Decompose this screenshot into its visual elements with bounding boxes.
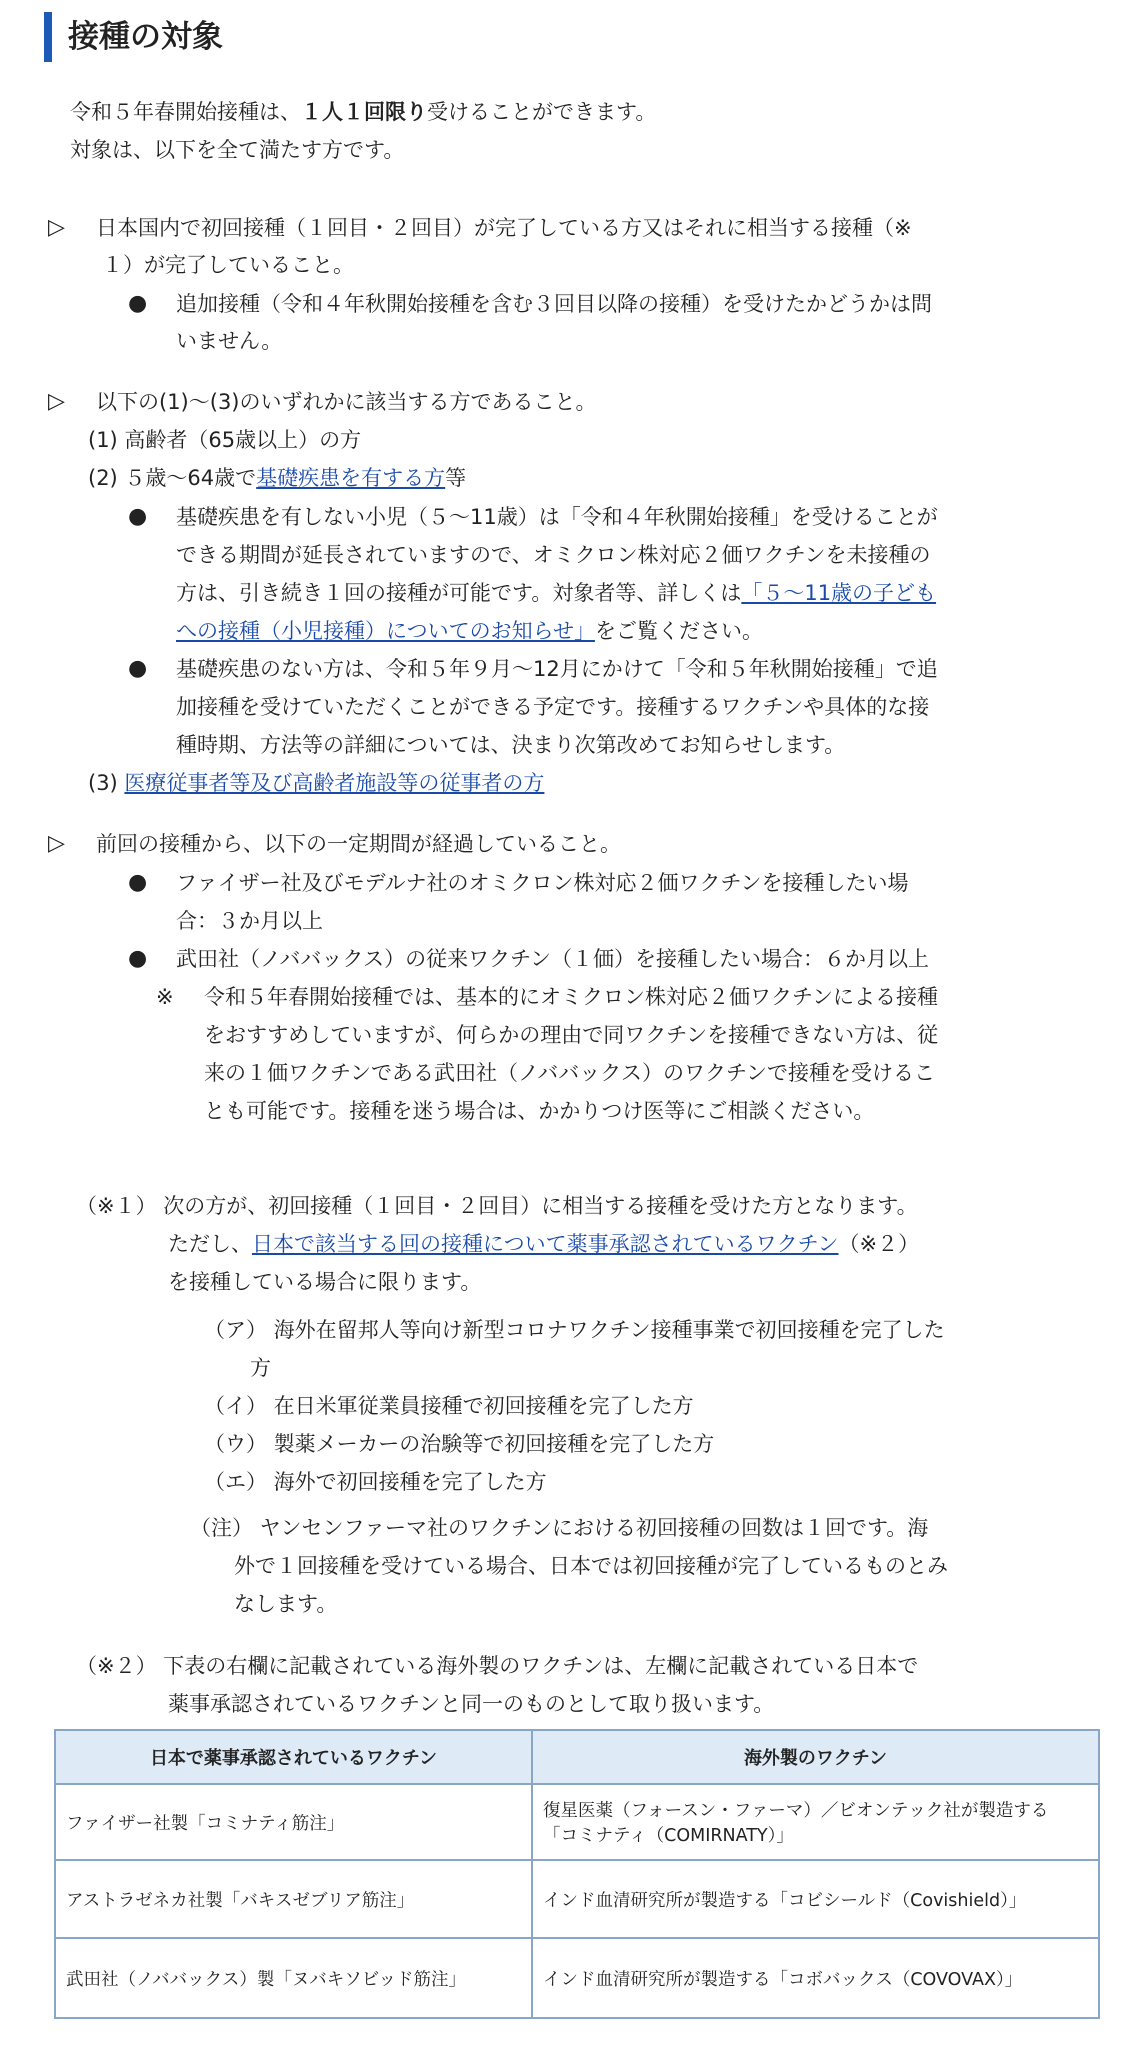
section3-b2-line-1: 武田社（ノババックス）の従来ワクチン（１価）を接種したい場合：６か月以上 xyxy=(176,947,930,971)
section2-b2-line-2: 加接種を受けていただくことができる予定です。接種するワクチンや具体的な接 xyxy=(176,695,930,719)
table-cell-japan: アストラゼネカ社製「バキスゼブリア筋注」 xyxy=(55,1860,532,1938)
section2-item-1: (1) 高齢者（65歳以上）の方 xyxy=(88,428,362,452)
section2-line-1: 以下の(1)～(3)のいずれかに該当する方であること。 xyxy=(96,390,597,414)
b1-text: をご覧ください。 xyxy=(594,619,763,643)
item3-text: (3) xyxy=(88,771,125,795)
section2-item-2 xyxy=(88,462,466,494)
overseas-line: 復星医薬（フォースン・ファーマ）／ビオンテック社が製造する xyxy=(543,1801,1049,1821)
note1-item-a-line-1: （ア） 海外在留邦人等向け新型コロナワクチン接種事業で初回接種を完了した xyxy=(204,1318,945,1342)
note1-chu-line-2: 外で１回接種を受けている場合、日本では初回接種が完了しているものとみ xyxy=(234,1554,948,1578)
section3-note-line-1: 令和５年春開始接種では、基本的にオミクロン株対応２価ワクチンによる接種 xyxy=(204,985,938,1009)
item2-text: 等 xyxy=(445,466,467,490)
page-title: 接種の対象 xyxy=(44,12,223,62)
child-vaccination-link[interactable]: への接種（小児接種）についてのお知らせ」 xyxy=(176,619,595,643)
note1-chu-line-1: （注） ヤンセンファーマ社のワクチンにおける初回接種の回数は１回です。海 xyxy=(190,1516,929,1540)
intro-text: 令和５年春開始接種は、 xyxy=(70,100,301,124)
note1-item-i: （イ） 在日米軍従業員接種で初回接種を完了した方 xyxy=(204,1394,694,1418)
section1-line-2: １）が完了していること。 xyxy=(102,253,354,277)
section2-b1-line-1: 基礎疾患を有しない小児（５～11歳）は「令和４年秋開始接種」を受けることが xyxy=(176,505,938,529)
table-cell-overseas xyxy=(532,1784,1099,1860)
underlying-disease-link[interactable]: 基礎疾患を有する方 xyxy=(256,466,446,490)
child-vaccination-link[interactable]: 「５～11歳の子ども xyxy=(741,581,937,605)
section3-b1-line-1: ファイザー社及びモデルナ社のオミクロン株対応２価ワクチンを接種したい場 xyxy=(176,871,909,895)
bullet-dot-icon: ● xyxy=(128,291,148,316)
table-row xyxy=(55,1860,1099,1938)
section2-b1-line-2: できる期間が延長されていますので、オミクロン株対応２価ワクチンを未接種の xyxy=(176,543,931,567)
note1-text: ただし、 xyxy=(168,1232,252,1256)
table-row xyxy=(55,1784,1099,1860)
section1-sub-line-2: いません。 xyxy=(176,329,283,353)
section2-b1-line-3 xyxy=(176,577,936,609)
table-cell-japan: 武田社（ノババックス）製「ヌバキソビッド筋注」 xyxy=(55,1938,532,2018)
section2-b2-line-3: 種時期、方法等の詳細については、決まり次第改めてお知らせします。 xyxy=(176,733,846,757)
bullet-dot-icon: ● xyxy=(128,656,148,681)
table-header-row xyxy=(55,1730,1099,1784)
note1-item-e: （エ） 海外で初回接種を完了した方 xyxy=(204,1470,547,1494)
note1-item-a-line-2: 方 xyxy=(250,1356,271,1380)
section3-note-line-3: 来の１価ワクチンである武田社（ノババックス）のワクチンで接種を受けるこ xyxy=(204,1061,936,1085)
section1-sub-line-1: 追加接種（令和４年秋開始接種を含む３回目以降の接種）を受けたかどうかは問 xyxy=(176,292,932,316)
bullet-dot-icon: ● xyxy=(128,504,148,529)
section2-b2-line-1: 基礎疾患のない方は、令和５年９月～12月にかけて「令和５年秋開始接種」で追 xyxy=(176,657,938,681)
section2-item-3 xyxy=(88,767,544,799)
table-cell-overseas: インド血清研究所が製造する「コビシールド（Covishield）」 xyxy=(532,1860,1099,1938)
table-row xyxy=(55,1938,1099,2018)
table-header-overseas: 海外製のワクチン xyxy=(532,1730,1099,1784)
section3-line-1: 前回の接種から、以下の一定期間が経過していること。 xyxy=(96,832,621,856)
note2-line-1: （※２） 下表の右欄に記載されている海外製のワクチンは、左欄に記載されている日本で xyxy=(76,1654,919,1678)
table-header-japan: 日本で薬事承認されているワクチン xyxy=(55,1730,532,1784)
triangle-bullet-icon: ▷ xyxy=(48,831,65,856)
intro-emphasis: １人１回限り xyxy=(301,100,427,124)
note1-text: （※２） xyxy=(838,1232,920,1256)
table-cell-japan: ファイザー社製「コミナティ筋注」 xyxy=(55,1784,532,1860)
note1-line-1: （※１） 次の方が、初回接種（１回目・２回目）に相当する接種を受けた方となります。 xyxy=(76,1194,918,1218)
section3-b1-line-2: 合：３か月以上 xyxy=(176,909,323,933)
intro-text: 受けることができます。 xyxy=(427,100,657,124)
section2-b1-line-4 xyxy=(176,615,763,647)
item2-text: (2) ５歳～64歳で xyxy=(88,466,257,490)
vaccine-equivalence-table xyxy=(54,1729,1100,2019)
section3-note-line-4: とも可能です。接種を迷う場合は、かかりつけ医等にご相談ください。 xyxy=(204,1099,875,1123)
triangle-bullet-icon: ▷ xyxy=(48,389,65,414)
intro-line-1 xyxy=(70,96,656,128)
note1-line-2 xyxy=(168,1228,919,1260)
note2-line-2: 薬事承認されているワクチンと同一のものとして取り扱います。 xyxy=(168,1692,775,1716)
intro-line-2: 対象は、以下を全て満たす方です。 xyxy=(70,138,405,162)
b1-text: 方は、引き続き１回の接種が可能です。対象者等、詳しくは xyxy=(176,581,742,605)
note1-line-3: を接種している場合に限ります。 xyxy=(168,1270,482,1294)
overseas-line: 「コミナティ（COMIRNATY）」 xyxy=(543,1826,794,1846)
note1-chu-line-3: なします。 xyxy=(234,1592,338,1616)
medical-workers-link[interactable]: 医療従事者等及び高齢者施設等の従事者の方 xyxy=(124,771,545,795)
bullet-dot-icon: ● xyxy=(128,870,148,895)
note1-item-u: （ウ） 製薬メーカーの治験等で初回接種を完了した方 xyxy=(204,1432,715,1456)
bullet-dot-icon: ● xyxy=(128,946,148,971)
section3-note-line-2: をおすすめしていますが、何らかの理由で同ワクチンを接種できない方は、従 xyxy=(204,1023,939,1047)
table-cell-overseas: インド血清研究所が製造する「コボバックス（COVOVAX）」 xyxy=(532,1938,1099,2018)
approved-vaccine-link[interactable]: 日本で該当する回の接種について薬事承認されているワクチン xyxy=(252,1232,839,1256)
note-mark: ※ xyxy=(156,985,174,1009)
triangle-bullet-icon: ▷ xyxy=(48,215,65,240)
section1-line-1: 日本国内で初回接種（１回目・２回目）が完了している方又はそれに相当する接種（※ xyxy=(96,216,912,240)
